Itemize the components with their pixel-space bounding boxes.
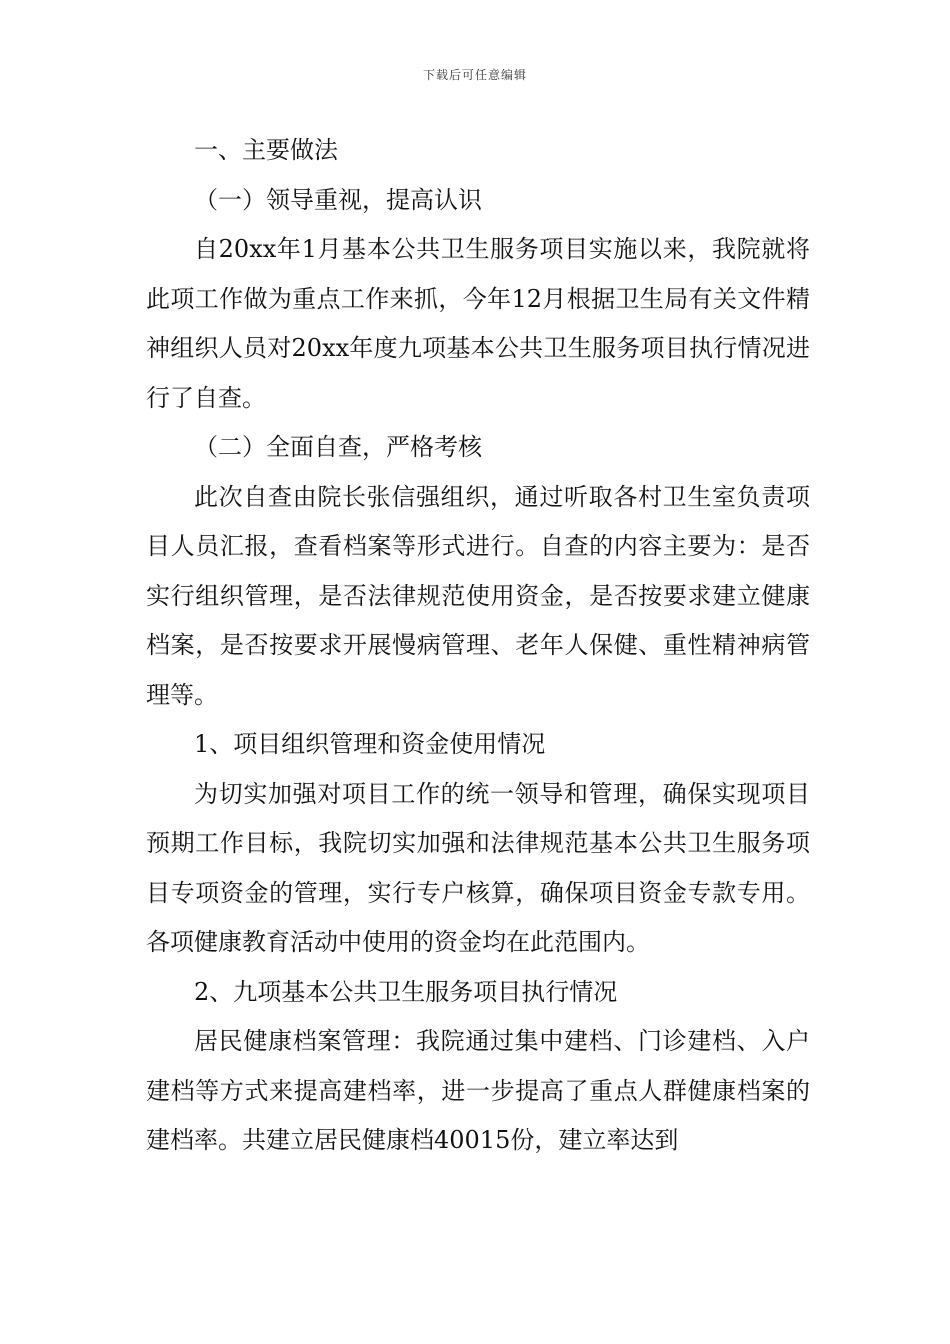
document-body [146,126,810,1166]
page-header-note: 下载后可任意编辑 [422,68,527,82]
item-heading: 1、项目组织管理和资金使用情况 [194,730,546,758]
body-paragraph: 此次自查由院长张信强组织，通过听取各村卫生室负责项目人员汇报，查看档案等形式进行。自查的内容主要为：是否实行组织管理，是否法律规范使用资金，是否按要求建立健康档案，是否按要求开展慢病管理、老年人保健、重性精神病管理等。 [146,482,810,709]
item-heading: 2、九项基本公共卫生服务项目执行情况 [194,977,618,1006]
subsection-heading: （二）全面自查，严格考核 [194,433,482,461]
section-heading: 一、主要做法 [194,136,338,164]
subsection-heading: （一）领导重视，提高认识 [194,185,482,214]
body-paragraph: 居民健康档案管理：我院通过集中建档、门诊建档、入户建档等方式来提高建档率，进一步提高了重点人群健康档案的建档率。共建立居民健康档40015份，建立率达到 [146,1027,810,1154]
body-paragraph: 自20xx年1月基本公共卫生服务项目实施以来，我院就将此项工作做为重点工作来抓，今年12月根据卫生局有关文件精神组织人员对20xx年度九项基本公共卫生服务项目执行情况进行了自查。 [146,235,810,412]
body-paragraph: 为切实加强对项目工作的统一领导和管理，确保实现项目预期工作目标，我院切实加强和法律规范基本公共卫生服务项目专项资金的管理，实行专户核算，确保项目资金专款专用。各项健康教育活动中使用的资金均在此范围内。 [146,779,810,956]
